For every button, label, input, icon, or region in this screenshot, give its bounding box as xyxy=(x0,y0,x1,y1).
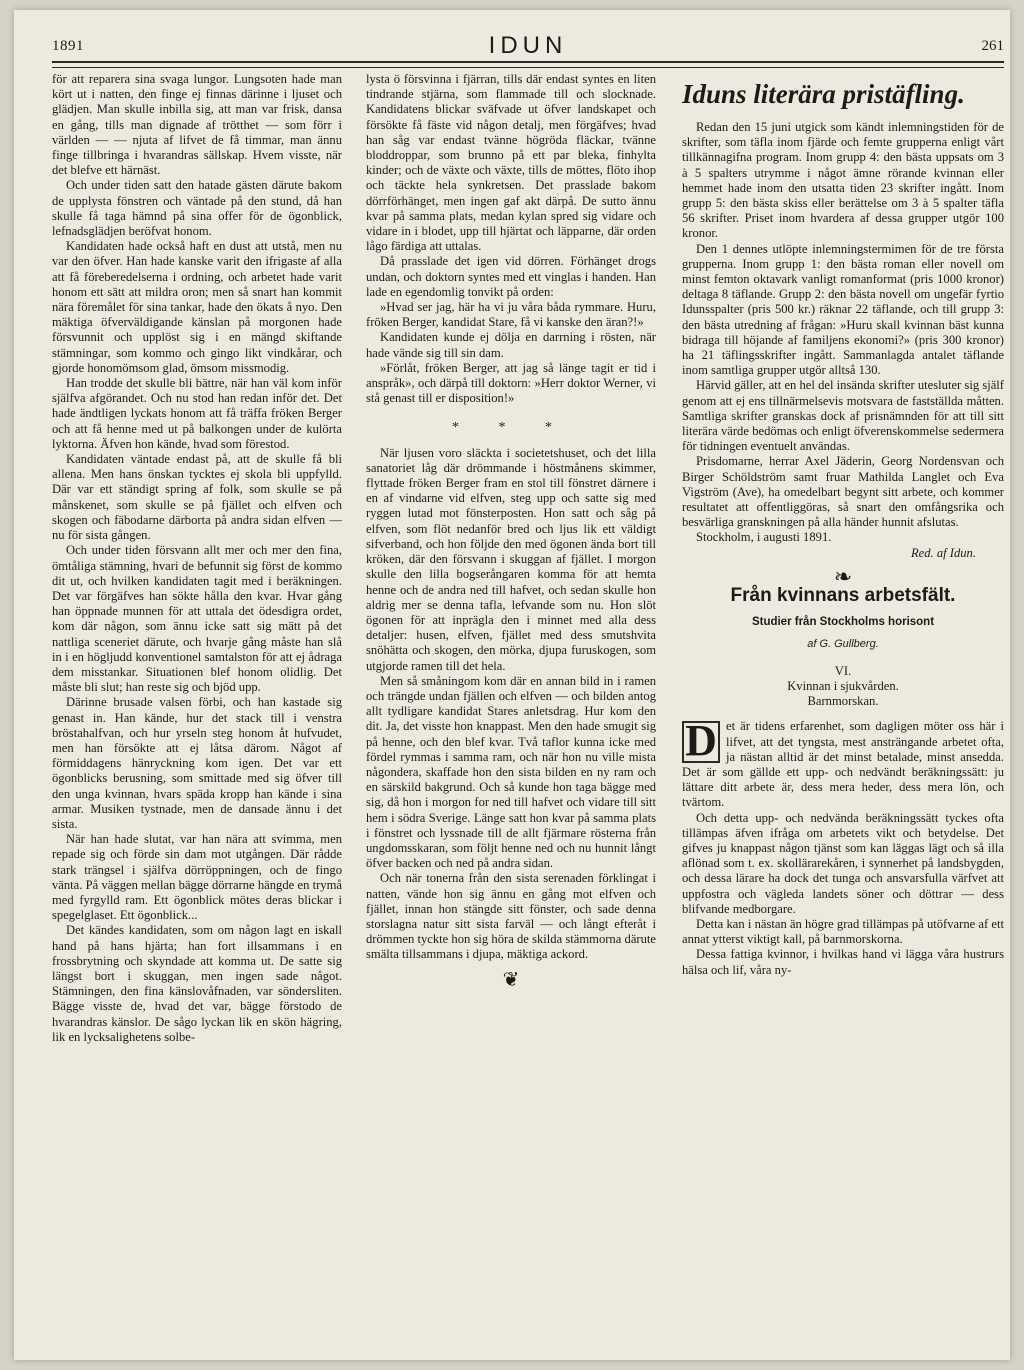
header-rule xyxy=(52,61,1004,68)
paragraph: Härvid gäller, att en hel del insända skrifter utesluter sig själf genom att ej ens tillnärmelsevis motsvara de fastställda måtten. Samtliga skrifter granskas dock af prisnämnden för att till sitt literära värde bedömas och enligt öfverenskommelse sedermera för tidningen eventuelt användas. xyxy=(682,378,1004,454)
section-break-stars: * * * xyxy=(452,420,570,436)
paragraph: När ljusen voro släckta i societetshuset, och det lilla sanatoriet låg där drömmande i höstmånens skimmer, flyttade fröken Berger fram en stol till fönstret därnere i en af vindarne vid elfven, steg upp och satte sig med ryggen lutad mot fönsterposten. Hon satt och såg på elfven, som flöt nedanför bred och ljus lik ett väldigt sifverband, och hon följde den med ögonen ända bort till kröken, där den försvann i skuggan af fjället. I morgon skulle den lilla bogserångaren komma för att hemta henne och de andra ned till hafvet, och sedan skulle hon aldrig mer se denna tafla, lefvande som nu. Hon slöt ögonen för att inprägla den i minnet med alla dess detaljer: husen, elfven, fjället med dess smutshvita snöhätta och skogen, den mörka, djupa furuskogen, som utgjorde ramen till det hela. xyxy=(366,445,656,673)
divider-ornament-icon: ❧ xyxy=(833,563,853,589)
paragraph: Kandidaten kunde ej dölja en darrning i rösten, när hade vände sig till sin dam. xyxy=(366,330,656,360)
dropcap-letter: D xyxy=(682,721,720,763)
paragraph: Och under tiden försvann allt mer och mer den fina, ömtåliga stämning, hvari de befunnit sig först de kommo dit ut, och hvilken kandidaten tagit med i beräkningen. Det var förgäfves han sökte hålla den kvar. Hvar gång han öppnade munnen för att uttala det ödesdigra ordet, kom där någon, som ännu icke satt sig mätt på det nattliga sceneriet därute, och hvarje gång måste han slå in i en högljudd konventionel samtalston för att ej ådraga dem misstankar. Situationen blef honom olidlig. Det måste bli slut; han reste sig och bjöd upp. xyxy=(52,543,342,695)
page-number: 261 xyxy=(981,38,1004,54)
page-header xyxy=(52,32,1004,62)
newspaper-page xyxy=(14,10,1010,1360)
paragraph: för att reparera sina svaga lungor. Lungsoten hade man kört ut i natten, den finge ej finnas därinne i ljuset och glädjen. Man skulle inbilla sig, att man var frisk, dansa en gång, tills man dignade af trötthet — som förr i världen — — njuta af lifvet de få timmar, man ännu finge tillbringa i hvarandras sällskap. Hvem visste, när det blefve ett härnäst. xyxy=(52,72,342,178)
dateline: Stockholm, i augusti 1891. xyxy=(696,530,832,545)
article-title: Iduns literära pristäfling. xyxy=(682,79,965,109)
article-body xyxy=(682,716,1004,810)
paragraph: Redan den 15 juni utgick som kändt inlemningstiden för de skrifter, som täfla inom fjärde och femte grupperna enligt vårt tillkännagifna program. Inom grupp 4: den bästa uppsats om 3 à 5 spalters utrymme i något ämne rörande kvinnan eller hemmet hade inom den utsatta tiden 23 skrifter ingått. Inom grupp 5: den bästa skiss eller berättelse om 3 à 5 spalter täfla 56 skrifter. Priset inom hvardera af dessa grupper utgör 100 kronor. xyxy=(682,120,1004,241)
masthead-title: IDUN xyxy=(488,32,568,59)
paragraph: »Hvad ser jag, här ha vi ju våra båda rymmare. Huru, fröken Berger, kandidat Stare, få vi kanske den äran?!» xyxy=(366,300,656,330)
paragraph: Och detta upp- och nedvända beräkningssätt tyckes ofta tillämpas äfven ifråga om arbetets vikt och betydelse. Det gifves ju knappast någon tjänst som kan läggas lägt och så illa aflönad som t. ex. skollärarekåren, i synnerhet på landsbygden, och dessa lärare ha dock det tunga och ansvarsfulla värfvet att uppfostra och vägleda landets söner och döttrar — dess blifvande medborgare. xyxy=(682,810,1004,916)
header-year: 1891 xyxy=(52,38,84,54)
paragraph: Och när tonerna från den sista serenaden förklingat i natten, vände hon sig ännu en gång mot elfven och fjället, innan hon stängde sitt fönster, och sade denna storslagna natur sitt sista farväl — och långt efteråt i drömmen tyckte hon sig höra de skilda stämmorna därute smälta tillsammans i djupa, mäktiga ackord. xyxy=(366,871,656,962)
section-title: Från kvinnans arbetsfält. xyxy=(730,585,956,607)
paragraph: »Förlåt, fröken Berger, att jag så länge tagit er tid i anspråk», och därpå till doktorn: »Herr doktor Werner, vi stå genast till er disposition!» xyxy=(366,360,656,406)
column-3 xyxy=(682,72,1004,978)
paragraph: Men så småningom kom där en annan bild in i ramen och trängde undan fjällen och elfven — och bilden antog allt tydligare kandidat Stares anletsdrag. Hur kom den dit. Ja, det visste hon knappast. Men den hade smugit sig på henne, och den blef kvar. Två taflor kunna icke med fördel rymmas i samma ram, och när hon nu ville mista någondera, skaffade hon den sista bilden en ny ram och en särskild bakgrund. Och så kunde hon taga bägge med sig, då hon i morgon for ned till hafvet och vidare till sitt hem i södra Sverige. Länge satt hon kvar på samma plats i fönstret och lyssnade till de allt fjärmare rösterna från ungdomsskaran, som följt henne ned och nu hunnit långt öfver backen och ned på andra sidan. xyxy=(366,673,656,871)
paragraph: Då prasslade det igen vid dörren. Förhänget drogs undan, och doktorn syntes med ett vinglas i handen. Han lade en egendomlig tonvikt på orden: xyxy=(366,254,656,299)
paragraph: lysta ö försvinna i fjärran, tills där endast syntes en liten tindrande stjärna, som flammade till och slocknade. Kandidatens blickar sväfvade ut öfver landskapet och försökte få fäste vid någon detalj, men förgäfves; hvad han såg var endast tvänne högröda fläckar, tvänne bloddroppar, som brunno på ett par bleka, finhylta kinder; och de växte och växte, tills de möttes, flöto ihop och täckte hela synkretsen. Det prasslade bakom dörrförhänget, men ingen gaf akt därpå. De sutto ännu kvar på samma plats, medan kylan spred sig vidare och vidare in i blodet, upp till hjärtat och läpparne, där orden lågo färdiga att uttalas. xyxy=(366,72,656,254)
paragraph: Det kändes kandidaten, som om någon lagt en iskall hand på hans hjärta; han fort illsammans i en frossbrytning och skyndade att komma ut. De satte sig längst bort i skuggan, men ingen sade något. Stämningen, den fina känslovåfnaden, var sönderslitеn. Bägge visste de, hvad det var, bägge förstodo de hvarandras känslor. De sågo lyckan lik en skön hägring, lik en lycksalighetens solbe- xyxy=(52,923,342,1044)
end-ornament-icon: ❦ xyxy=(502,968,520,991)
paragraph: et är tidens erfarenhet, som dagligen möter oss här i lifvet, att det tyngsta, mest ansträngande arbetet ofta, ja nästan alltid är det minst betalade, minst ansedda. Det är som gällde ett upp- och nedvändt beräkningssätt: ju lättare ditt arbete är, dess mera heder, dess mera lön, och tvärtom. xyxy=(682,719,1004,810)
author-name: af G. Gullberg. xyxy=(807,637,879,650)
paragraph: Den 1 dennes utlöpte inlemningstermimen för de tre första grupperna. Inom grupp 1: den bästa roman eller novell om minst femton oktavark vanligt romanformat (pris 1000 kronor) deltaga 8 täflande. Grupp 2: den bästa novell om ungefär fyrtio Idunsspalter (pris 500 kr.) räknar 22 täflande, och till grupp 3: den bästa utredning af frågan: »Huru skall kvinnan bäst kunna bidraga till höjande af familjens ekonomi?» (pris 300 kronor) ha 21 täflingsskrifter ingått. Sammanlagda antalet täflande inom samtliga grupper utgör alltså 130. xyxy=(682,241,1004,378)
chapter-heading: Kvinnan i sjukvården. xyxy=(787,678,899,693)
paragraph: Han trodde det skulle bli bättre, när han väl kom inför själfva afgörandet. Och nu stod han redan inför det. Det hade ändtligen lyckats honom att få träffa fröken Berger och att få henne med ut på balkongen under de kulörta lyktorna. Äfven hon kände, hvad som förestod. xyxy=(52,376,342,451)
paragraph: Därinne brusade valsen förbi, och han kastade sig genast in. Han kände, hur det stack till i venstra bröstahalfvan, och hur yrseln steg honom åt hufvudet, men han försökte att ej låtsa därom. Något af förmiddagens hänryckning kom igen. Det var ett ögonblicks berusning, som smittade med sig öfver till den unga kvinnan, hvars späda kropp han kände i sina armar. Musiken tystnade, men de dansade ännu i det sista. xyxy=(52,695,342,831)
paragraph: Kandidaten väntade endast på, att de skulle få bli allena. Men hans önskan tycktes ej skola bli uppfylld. Där var ett ständigt spring af folk, som skulle se på månskenet, som skulle se på fjället och elfven och skogen och fäbodarne därborta på andra sidan elfven — nu för sista gången. xyxy=(52,452,342,543)
paragraph: Prisdomarne, herrar Axel Jäderin, Georg Nordensvan och Birger Schöldström samt fruar Mathilda Langlet och Eva Vigström (Ave), ha omedelbart begynt sitt arbete, och kommer resultatet att offentliggöras, så snart den omfångsrika och besvärliga granskningen på alla händer hunnit afslutas. xyxy=(682,454,1004,530)
paragraph: Och under tiden satt den hatade gästen därute bakom de upplysta fönstren och väntade på den stund, då han skulle få taga hämnd på sina offer för de ögonblick, lefnadsglädjen beröfvat honom. xyxy=(52,178,342,239)
chapter-subheading: Barnmorskan. xyxy=(807,694,879,709)
paragraph: Detta kan i nästan än högre grad tillämpas på utöfvarne af ett annat ytterst viktigt kall, på barnmorskorna. xyxy=(682,916,1004,947)
section-author xyxy=(682,637,1004,652)
paragraph: Dessa fattiga kvinnor, i hvilkas hand vi lägga våra hustrurs hälsa och lif, våra ny- xyxy=(682,947,1004,977)
signature: Red. af Idun. xyxy=(910,545,976,560)
column-1 xyxy=(52,72,342,1045)
paragraph: När han hade slutat, var han nära att svimma, men repade sig och förde sin dam mot utgången. Där rådde stark trängsel i själfva dörröppningen, och de fingo vänta. På väggen mellan bägge dörrarne hängde en trymå med fyrgylld ram. Ett ögonblick mötes deras blickar i spegelglaset. Ett ögonblick... xyxy=(52,832,342,923)
paragraph: Kandidaten hade också haft en dust att utstå, men nu var den öfver. Han hade kanske varit den ifrigaste af alla att få föreberedelserna i ordning, och arbetet hade varit honom ett sätt att mildra oron; men så snart han kommit nära föremålet för sina tankar, hade den ökats å nyo. Den mäktiga öfverväldigande känslan på morgonen hade försvunnit och upplöst sig i en mängd skiftande stämningar, som kommo och gingo likt vindkårar, och gjorde honomömsom glad, ömsom missmodig. xyxy=(52,239,342,375)
column-2 xyxy=(366,72,656,994)
section-subtitle: Studier från Stockholms horisont xyxy=(751,616,935,629)
chapter-numeral: VI. xyxy=(834,663,852,678)
